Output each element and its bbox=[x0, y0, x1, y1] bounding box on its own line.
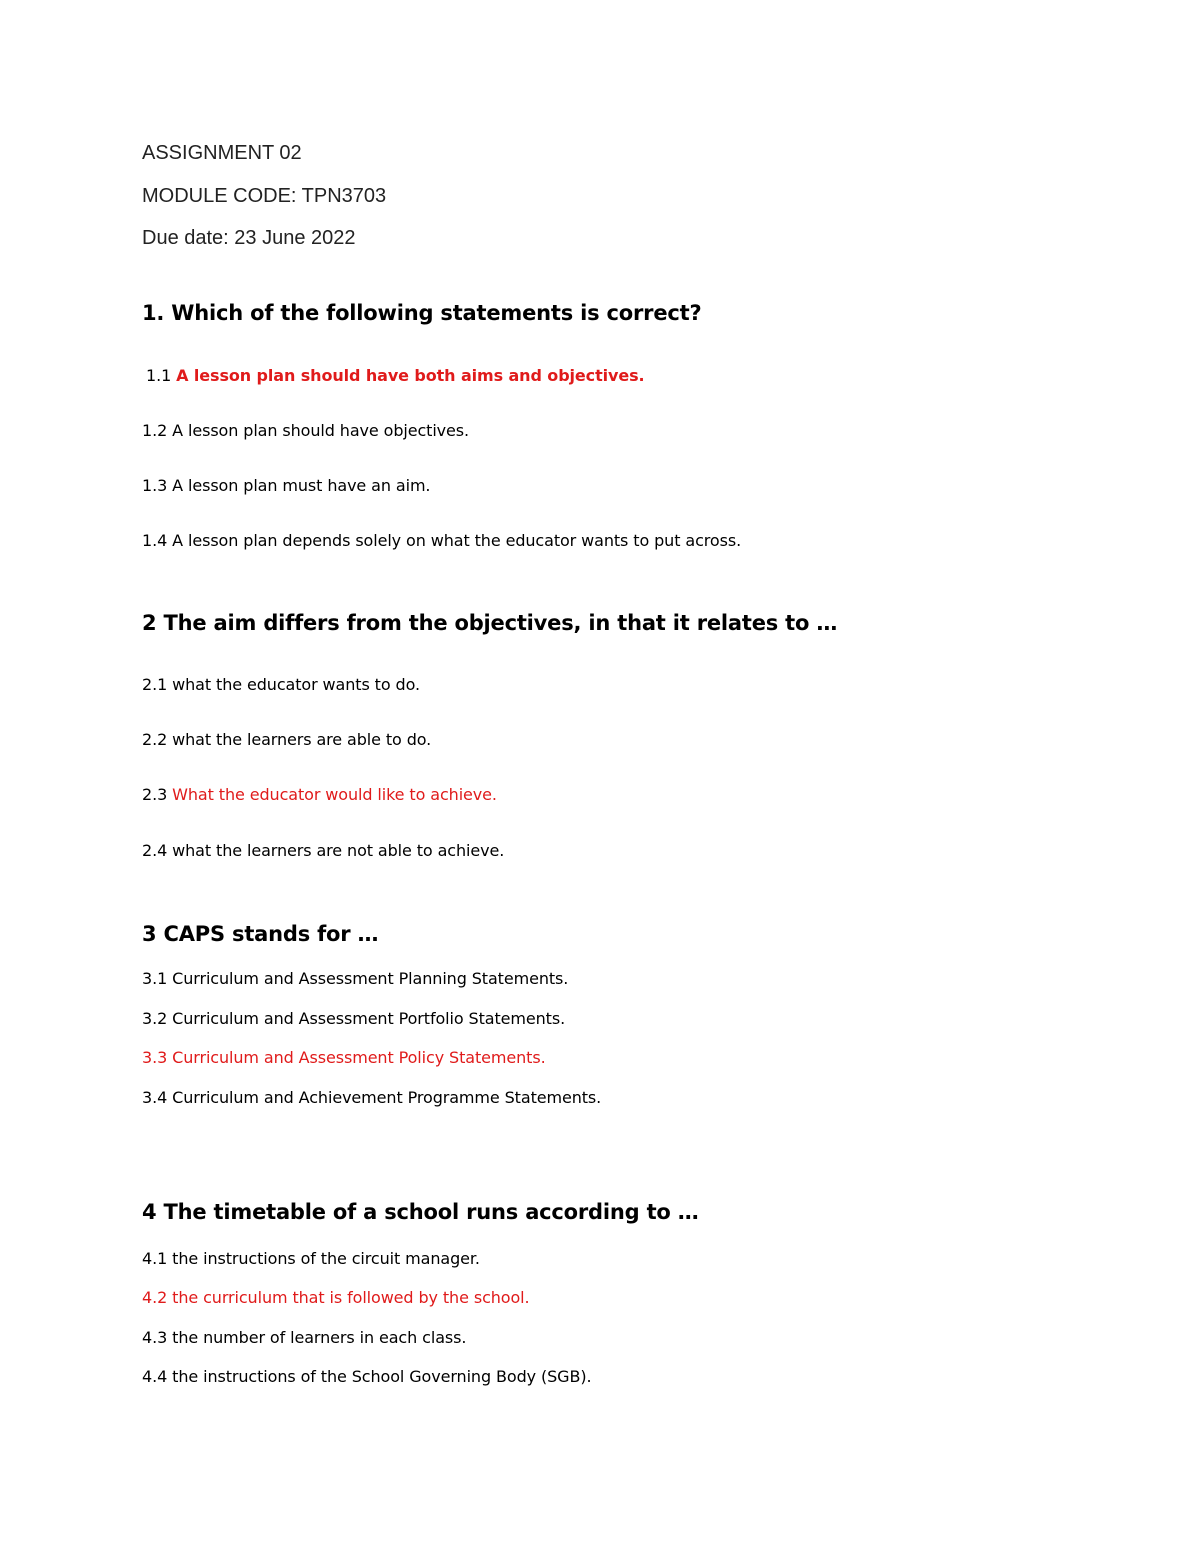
option-text: what the learners are able to do. bbox=[172, 730, 432, 749]
option-number: 4.3 bbox=[142, 1328, 168, 1347]
question-2-heading: 2 The aim differs from the objectives, in that it relates to … bbox=[142, 611, 838, 635]
option-number: 1.3 bbox=[142, 476, 168, 495]
option-number: 1.1 bbox=[146, 366, 172, 385]
option-number: 2.1 bbox=[142, 675, 168, 694]
option-text-correct: A lesson plan should have both aims and objectives. bbox=[176, 366, 645, 385]
option-text: A lesson plan depends solely on what the educator wants to put across. bbox=[172, 531, 742, 550]
option-text: the number of learners in each class. bbox=[172, 1328, 467, 1347]
option-text: Curriculum and Assessment Portfolio Statements. bbox=[172, 1009, 566, 1028]
option-number: 2.4 bbox=[142, 841, 168, 860]
question-1-option-4 bbox=[142, 531, 741, 550]
option-number: 1.4 bbox=[142, 531, 168, 550]
option-number: 3.1 bbox=[142, 969, 168, 988]
option-number: 3.4 bbox=[142, 1088, 168, 1107]
option-number: 4.4 bbox=[142, 1367, 168, 1386]
question-4-option-1 bbox=[142, 1249, 480, 1268]
option-number: 3.2 bbox=[142, 1009, 168, 1028]
option-text: Curriculum and Achievement Programme Statements. bbox=[172, 1088, 602, 1107]
question-1-option-1 bbox=[146, 366, 644, 385]
question-4-option-2 bbox=[142, 1288, 530, 1307]
option-text: A lesson plan must have an aim. bbox=[172, 476, 431, 495]
option-text: what the educator wants to do. bbox=[172, 675, 420, 694]
option-text: A lesson plan should have objectives. bbox=[172, 421, 470, 440]
option-text: what the learners are not able to achieve. bbox=[172, 841, 505, 860]
option-text: the instructions of the School Governing Body (SGB). bbox=[172, 1367, 592, 1386]
question-3-option-2 bbox=[142, 1009, 565, 1028]
option-number: 4.2 bbox=[142, 1288, 168, 1307]
option-text-correct: Curriculum and Assessment Policy Statements. bbox=[172, 1048, 546, 1067]
question-3-option-1 bbox=[142, 969, 568, 988]
question-4-heading: 4 The timetable of a school runs according to … bbox=[142, 1200, 699, 1224]
option-number: 2.3 bbox=[142, 785, 168, 804]
option-number: 1.2 bbox=[142, 421, 168, 440]
module-code: MODULE CODE: TPN3703 bbox=[142, 185, 387, 207]
question-3-option-4 bbox=[142, 1088, 601, 1107]
question-3-option-3 bbox=[142, 1048, 546, 1067]
question-1-heading: 1. Which of the following statements is correct? bbox=[142, 301, 702, 325]
option-number: 2.2 bbox=[142, 730, 168, 749]
question-2-option-3 bbox=[142, 785, 497, 804]
question-2-option-2 bbox=[142, 730, 431, 749]
option-text: Curriculum and Assessment Planning Statements. bbox=[172, 969, 569, 988]
option-number: 3.3 bbox=[142, 1048, 168, 1067]
question-1-option-2 bbox=[142, 421, 469, 440]
question-1-option-3 bbox=[142, 476, 430, 495]
question-3-heading: 3 CAPS stands for … bbox=[142, 922, 379, 946]
option-text-correct: the curriculum that is followed by the school. bbox=[172, 1288, 530, 1307]
question-2-option-1 bbox=[142, 675, 420, 694]
option-text-correct: What the educator would like to achieve. bbox=[172, 785, 497, 804]
question-4-option-4 bbox=[142, 1367, 591, 1386]
option-text: the instructions of the circuit manager. bbox=[172, 1249, 480, 1268]
question-2-option-4 bbox=[142, 841, 504, 860]
question-4-option-3 bbox=[142, 1328, 466, 1347]
assignment-title: ASSIGNMENT 02 bbox=[142, 142, 302, 164]
due-date: Due date: 23 June 2022 bbox=[142, 227, 356, 249]
option-number: 4.1 bbox=[142, 1249, 168, 1268]
